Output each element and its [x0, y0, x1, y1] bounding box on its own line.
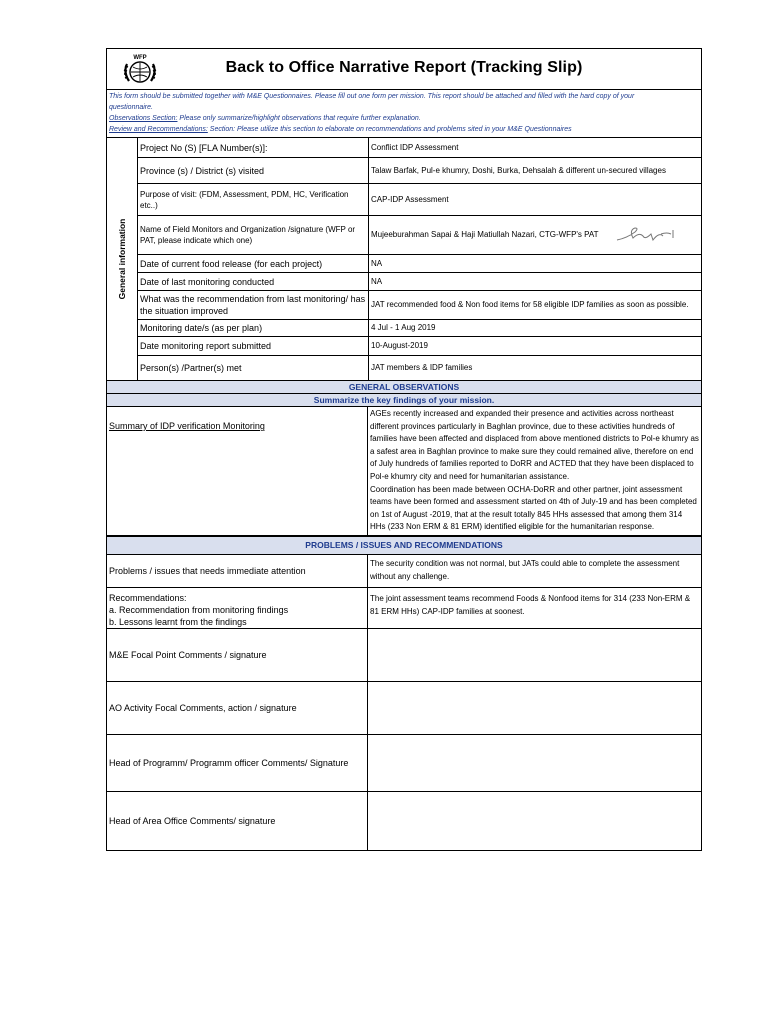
page-title: Back to Office Narrative Report (Tracking Slip) [225, 59, 583, 76]
recommendations-value: The joint assessment teams recommend Foods & Nonfood items for 314 (233 Non-ERM & 81 ERM HHs) CAP-IDP families at soonest. [370, 593, 691, 616]
section-subtitle: Summarize the key findings of your mission. [107, 393, 701, 406]
head-of-programm-row [107, 735, 701, 792]
head-of-area-office-value [368, 792, 701, 850]
summary-row [107, 407, 701, 536]
issues-label: Problems / issues that needs immediate attention [107, 555, 368, 587]
wfp-logo-text: WFP [133, 55, 147, 61]
field-row-project-no [138, 138, 701, 158]
head-of-area-office-label: Head of Area Office Comments/ signature [107, 792, 368, 850]
field-label: Province (s) / District (s) visited [138, 158, 369, 183]
ao-activity-value [368, 682, 701, 734]
summary-value [368, 407, 701, 535]
general-information-rows [138, 138, 701, 380]
recommendations-item: a. Recommendation from monitoring findings [109, 604, 289, 615]
issues-value: The security condition was not normal, but JATs could able to complete the assessment without any challenge. [370, 559, 680, 581]
me-focal-row [107, 629, 701, 682]
field-value: CAP-IDP Assessment [371, 194, 449, 204]
head-of-programm-label: Head of Programm/ Programm officer Comments/ Signature [107, 735, 368, 791]
recommendations-row [107, 588, 701, 629]
field-value: 4 Jul - 1 Aug 2019 [371, 323, 436, 332]
field-label: Person(s) /Partner(s) met [138, 356, 369, 380]
instruction-label: Review and Recommendations: [109, 126, 208, 133]
ao-activity-label: AO Activity Focal Comments, action / signature [107, 682, 368, 734]
field-value: NA [371, 276, 383, 286]
field-value: Conflict IDP Assessment [371, 142, 459, 152]
field-value: JAT members & IDP families [371, 363, 473, 372]
instruction-label: Observations Section: [109, 115, 178, 122]
issues-row [107, 555, 701, 588]
instruction-text: Please only summarize/highlight observations that require further explanation. [177, 115, 421, 122]
field-row-persons-met [138, 356, 701, 380]
field-value: JAT recommended food & Non food items for 58 eligible IDP families as soon as possible. [371, 300, 689, 309]
field-monitors-names: Mujeeburahman Sapai & Haji Matiullah Nazari, CTG-WFP's PAT [371, 230, 599, 239]
problems-header [107, 536, 701, 555]
field-row-food-release [138, 255, 701, 273]
instruction-line: This form should be submitted together with M&E Questionnaires. Please fill out one form per mission. This report should be attached and filled with the hard copy of your [109, 93, 635, 100]
section-title: GENERAL OBSERVATIONS [107, 381, 701, 393]
field-label: Date monitoring report submitted [138, 337, 369, 355]
me-focal-value [368, 629, 701, 681]
instruction-line [109, 124, 699, 135]
field-value [369, 216, 701, 254]
recommendations-heading: Recommendations: [109, 592, 187, 603]
instruction-line: questionnaire. [109, 104, 153, 111]
field-row-field-monitors [138, 216, 701, 255]
instruction-text: Section: Please utilize this section to elaborate on recommendations and problems sited in your M&E Questionnaires [207, 126, 572, 133]
summary-paragraph: AGEs recently increased and expanded their presence and activities across northeast different provinces particularly in Baghlan province, due to these activities hundreds of families have been affected and displaced from above mentioned districts to Pol-e khumry as a safest area in Baghlan province to make sure they could remained alive, therefore on end of July hundreds of families reported to DoRR and ACTED that they have been displaced to Pol-e khumry city and need for humanitarian assistance. [370, 409, 699, 481]
field-value: NA [371, 258, 383, 268]
field-row-province [138, 158, 701, 184]
head-of-area-office-row [107, 792, 701, 850]
general-observations-header [107, 381, 701, 407]
signature-image [615, 226, 679, 244]
field-label: Date of last monitoring conducted [138, 273, 369, 290]
instruction-line [109, 113, 699, 124]
recommendations-item: b. Lessons learnt from the findings [109, 616, 247, 627]
section-title: PROBLEMS / ISSUES AND RECOMMENDATIONS [107, 537, 701, 554]
recommendations-label [107, 588, 368, 628]
field-label: What was the recommendation from last monitoring/ has the situation improved [138, 291, 369, 319]
field-value: Talaw Barfak, Pul-e khumry, Doshi, Burka, Dehsalah & different un-secured villages [371, 165, 666, 175]
field-row-last-monitoring [138, 273, 701, 291]
field-row-last-recommendation [138, 291, 701, 320]
general-information-side-label: General information [107, 138, 138, 380]
form-header [107, 49, 701, 90]
tracking-slip-form [106, 48, 702, 851]
head-of-programm-value [368, 735, 701, 791]
field-row-report-submitted [138, 337, 701, 356]
field-label: Purpose of visit: (FDM, Assessment, PDM, HC, Verification etc..) [138, 184, 369, 215]
form-instructions [107, 90, 701, 138]
field-row-purpose [138, 184, 701, 216]
me-focal-label: M&E Focal Point Comments / signature [107, 629, 368, 681]
field-label: Project No (S) [FLA Number(s)]: [138, 138, 369, 157]
field-row-monitoring-dates [138, 320, 701, 337]
summary-paragraph: Coordination has been made between OCHA-DoRR and other partner, joint assessment teams have been formed and assessment started on 4th of July-19 and has been completed on 1st of August -2019, that at the result totally 845 HHs assessed that among them 314 HHs (233 Non ERM & 81 ERM) identified eligible for the humanitarian response. [370, 484, 697, 532]
field-value: 10-August-2019 [371, 341, 428, 350]
ao-activity-row [107, 682, 701, 735]
field-label: Monitoring date/s (as per plan) [138, 320, 369, 336]
field-label: Name of Field Monitors and Organization /signature (WFP or PAT, please indicate which one) [138, 216, 369, 254]
general-information-section [107, 138, 701, 381]
summary-label: Summary of IDP verification Monitoring [107, 407, 368, 535]
field-label: Date of current food release (for each project) [138, 255, 369, 272]
